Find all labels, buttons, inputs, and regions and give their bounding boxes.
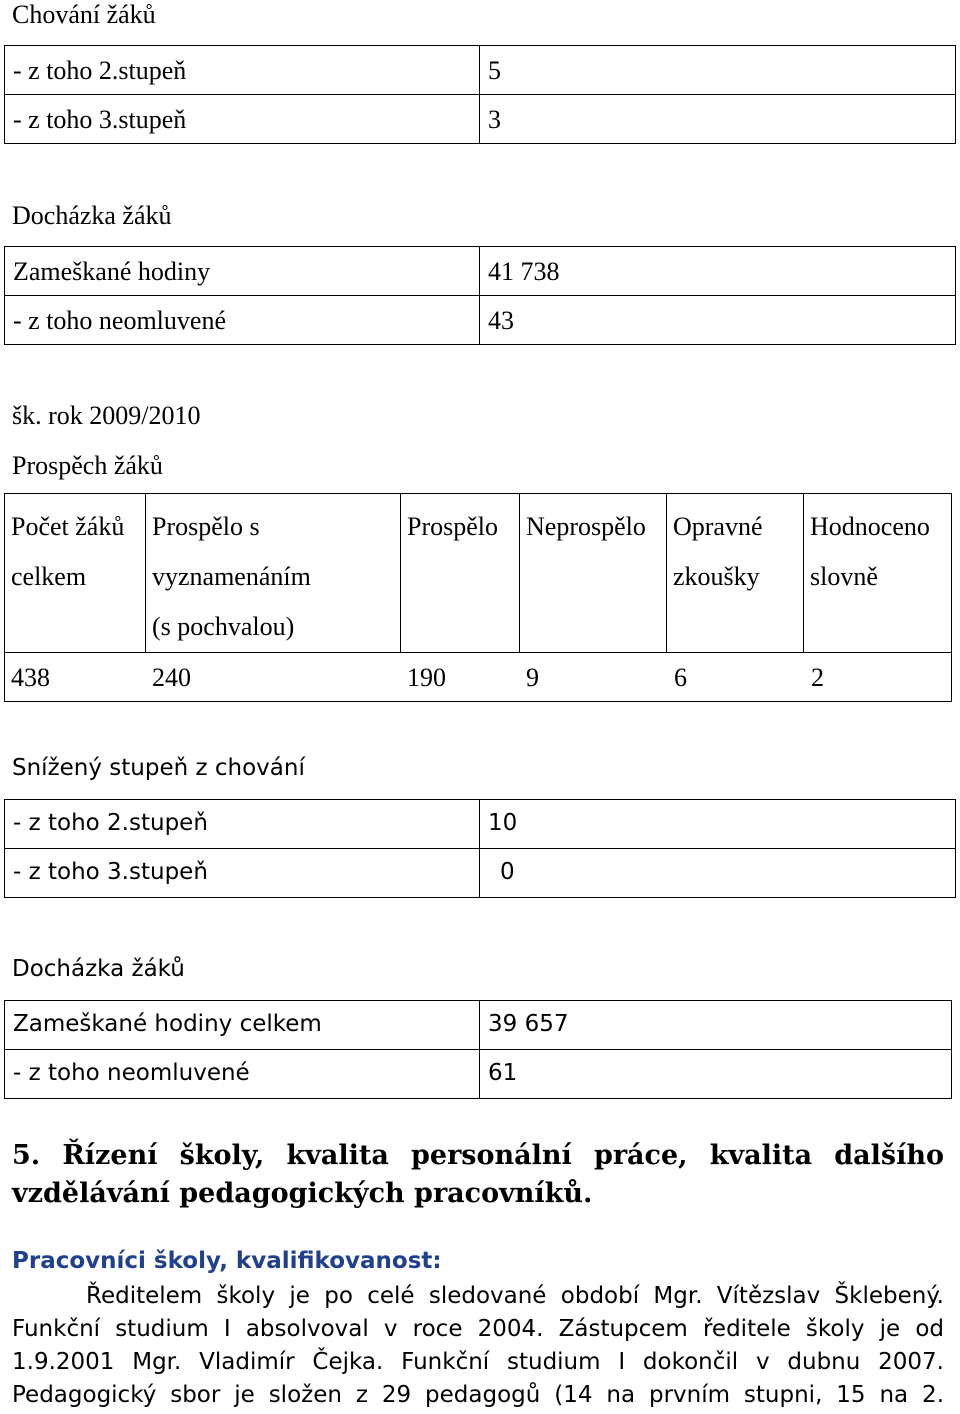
row-label: - z toho neomluvené <box>13 306 226 335</box>
section-heading-line2: vzdělávání pedagogických pracovníků. <box>12 1178 593 1209</box>
row-label: - z toho 2.stupeň <box>13 56 187 85</box>
header-verbal-sub: slovně <box>810 562 878 591</box>
paragraph-line: Funkční studium I absolvoval v roce 2004. Zástupcem ředitele školy je od <box>12 1316 944 1342</box>
section-heading <box>12 1137 944 1213</box>
row-value: 43 <box>488 306 514 335</box>
value-failed: 9 <box>526 663 539 692</box>
reduced-title: Snížený stupeň z chování <box>12 755 305 781</box>
attendance-title: Docházka žáků <box>12 201 172 230</box>
row-value: 39 657 <box>488 1011 569 1037</box>
table-row <box>5 1050 952 1099</box>
row-value: 3 <box>488 105 501 134</box>
results-title: Prospěch žáků <box>12 451 163 480</box>
value-verbal: 2 <box>811 663 824 692</box>
table-row <box>5 46 956 95</box>
table-row <box>5 95 956 144</box>
header-honours-note: (s pochvalou) <box>152 612 295 641</box>
row-value: 41 738 <box>488 257 560 286</box>
row-value: 61 <box>488 1060 518 1086</box>
row-value: 0 <box>500 859 515 885</box>
value-retakes: 6 <box>674 663 687 692</box>
value-passed: 190 <box>407 663 446 692</box>
row-label: Zameškané hodiny celkem <box>13 1011 322 1037</box>
attendance-table <box>4 246 956 345</box>
table-row <box>5 296 956 345</box>
attendance-title-2: Docházka žáků <box>12 956 185 982</box>
table-row <box>5 247 956 296</box>
table-header-row <box>5 494 952 653</box>
section-heading-line1: 5. Řízení školy, kvalita personální práce, kvalita dalšího <box>12 1140 944 1171</box>
reduced-table <box>4 799 956 898</box>
row-label: - z toho 3.stupeň <box>13 105 187 134</box>
row-value: 5 <box>488 56 501 85</box>
paragraph-line: 1.9.2001 Mgr. Vladimír Čejka. Funkční studium I dokončil v dubnu 2007. <box>12 1349 944 1375</box>
header-retakes: Opravné <box>673 512 763 541</box>
row-label: Zameškané hodiny <box>13 257 211 286</box>
staff-paragraph <box>12 1280 944 1412</box>
paragraph-line: Ředitelem školy je po celé sledované období Mgr. Vítězslav Šklebený. <box>86 1283 944 1309</box>
behaviour-title: Chování žáků <box>12 0 156 29</box>
row-label: - z toho neomluvené <box>13 1060 250 1086</box>
header-total: Počet žáků <box>11 512 125 541</box>
header-failed: Neprospělo <box>526 512 646 541</box>
header-total-sub: celkem <box>11 562 87 591</box>
header-honours-sub: vyznamenáním <box>152 562 311 591</box>
table-row <box>5 1001 952 1050</box>
row-label: - z toho 2.stupeň <box>13 810 208 836</box>
school-year-title: šk. rok 2009/2010 <box>12 401 201 430</box>
row-label: - z toho 3.stupeň <box>13 859 208 885</box>
row-value: 10 <box>488 810 518 836</box>
table-row <box>5 800 956 849</box>
attendance-table-2 <box>4 1000 952 1099</box>
paragraph-line: Pedagogický sbor je složen z 29 pedagogů (14 na prvním stupni, 15 na 2. <box>12 1382 944 1408</box>
staff-subheading: Pracovníci školy, kvalifikovanost: <box>12 1248 442 1274</box>
results-table <box>4 493 952 702</box>
header-retakes-sub: zkoušky <box>673 562 760 591</box>
table-row <box>5 849 956 898</box>
header-passed: Prospělo <box>407 512 498 541</box>
header-verbal: Hodnoceno <box>810 512 930 541</box>
behaviour-table <box>4 45 956 144</box>
value-honours: 240 <box>152 663 191 692</box>
table-row <box>5 653 952 702</box>
header-honours: Prospělo s <box>152 512 260 541</box>
value-total: 438 <box>11 663 50 692</box>
